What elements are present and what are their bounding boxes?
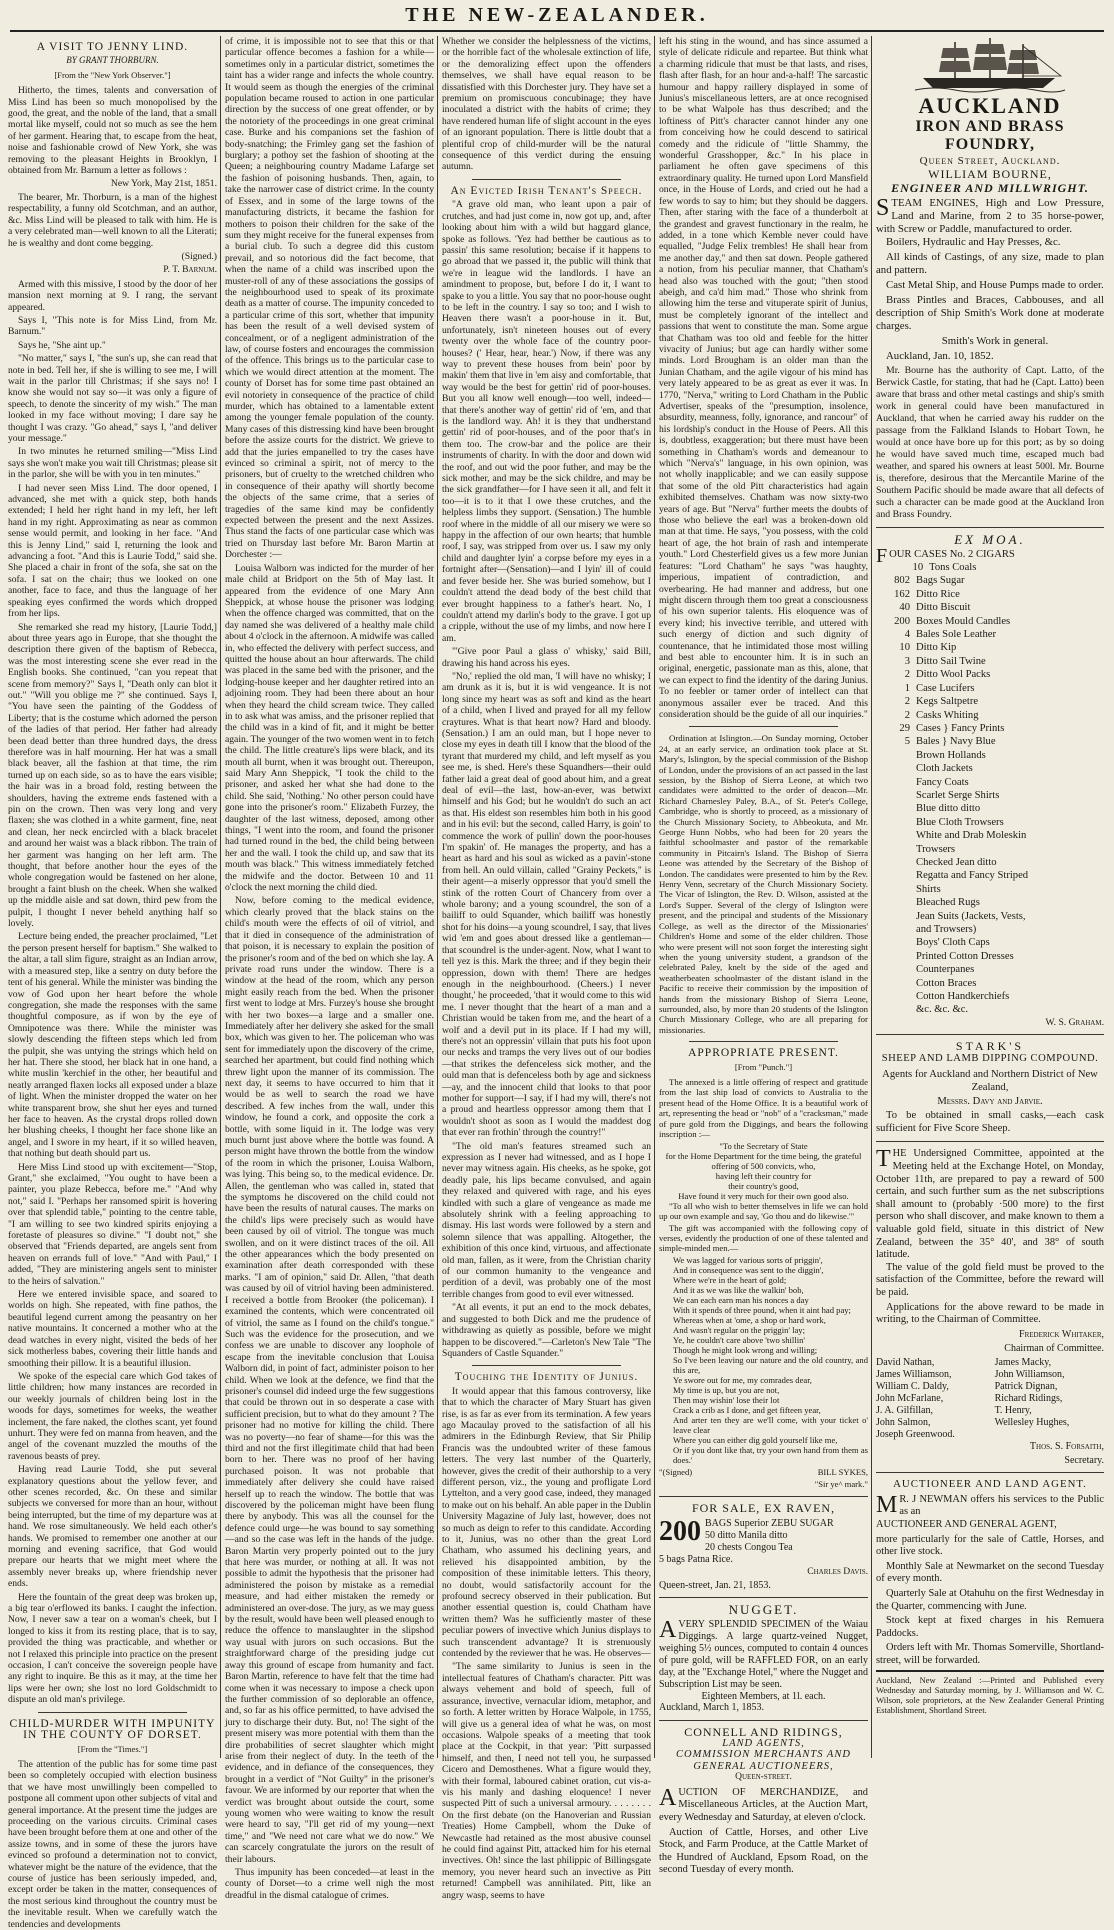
verse-line: And arter ten they are we'll come, with your ticket o' leave clear (673, 1415, 868, 1436)
cargo-quantity: 2 (904, 709, 910, 721)
inscription-line: "To the Secretary of State (719, 1141, 808, 1152)
cargo-line (876, 588, 1104, 601)
cargo-item: Cotton Braces (916, 977, 977, 989)
drop-cap: F (876, 544, 888, 567)
article-title: Touching the Identity of Junius. (454, 1371, 639, 1384)
verse-line: Where you can either dig gold yourself like me, (673, 1435, 838, 1446)
signed-note: "(Signed) (659, 1467, 693, 1478)
paragraph: Smith's Work in general. (941, 335, 1049, 348)
paragraph: Armed with this missive, I stood by the door of her mansion next morning at 9. I rang, the servant appeared. (8, 278, 217, 313)
ad-title: STARK'S (955, 1039, 1025, 1054)
paragraph: I had never seen Miss Lind. The door opened, I advanced, she met with a quick step, both hands extended; I held her right hand in my left, her left hand in my right. Approximating as near as common sense would permit, and looking in her face. "And this is Jenny Lind," said I, returning the look and advancing a foot. "And this is Laurie Todd," said she. She placed a chair in front of the sofa, she sat on the sofa. I sat on the chair; thus we looked on one another, face to face, and thus the language of her speaking eyes confirmed the words which dropped from her lips. (8, 482, 217, 620)
committee-member: Richard Ridings, (994, 1392, 1063, 1404)
dateline: Auckland, Jan. 10, 1852. (886, 350, 994, 363)
ad-title: AUCKLAND (918, 93, 1062, 118)
inscription-line: Have found it very much for their own good also. (678, 1191, 849, 1202)
paragraph: TEAM ENGINES, High and Low Pressure, Land and Marine, from 2 to 35 horse-power, with Screw or Paddle, manufactured to order. (876, 197, 1104, 236)
dateline: Queen-street, Jan. 21, 1853. (659, 1580, 771, 1592)
verse-line: And it as we was like the walkin' bob, (673, 1285, 804, 1296)
committee-member: T. Henry, (994, 1404, 1032, 1416)
cargo-item: and Trowsers) (916, 924, 977, 935)
committee-member: Patrick Dignan, (994, 1380, 1058, 1392)
paragraph: Boilers, Hydraulic and Hay Presses, &c. (886, 236, 1061, 249)
dateline: New York, May 21st, 1851. (110, 178, 217, 190)
paragraph: Hitherto, the times, talents and conversation of Miss Lind has been so much monopolised by the good, the great, and the noble of the land, that a small mortal like myself, could not so much as see the hem of her garment. Hearing that, to escape from the heat, noise and fashionable crowd of New York, she was removing to the pleasant Heights in Brooklyn, I obtained from Mr. Barnum a letter as follows : (8, 85, 217, 177)
nugget-ad (659, 1616, 868, 1691)
paragraph: "The same similarity to Junius is seen in the intellectual features of Chatham's character. Pitt was always vehement and bold of speech, full of assurance, invective, vernacular idiom, metaphor, and so forth. A letter written by Horace Walpole, in 1755, will give us a general idea of what he was, on most occasions. Walpole speaks of a meeting that took place at the Cockpit, in that year: 'Pitt surpassed himself, and then, I need not tell you, he surpassed Cicero and Demosthenes. What a figure would they, with their formal, laboured cabinet oration, cut vis-a-vis his manly and dashing eloquence! I never suspected Pitt of such a universal armoury. . . . . . . . On the first debate (on the Hanoverian and Russian Treaties) Home Campbell, whom the Duke of Newcastle had retained as the most abusive counsel he could find against Pitt, attacked him for his eternal invectives. Oh! since the last philippic of Billingsgate memory, you never heard such an invective as Pitt returned! Campbell was annihilated. Pitt, like an angry wasp, seems to have (442, 1661, 651, 1901)
drop-cap: A (659, 1616, 677, 1643)
paragraph: Says he, "She aint up." (18, 339, 106, 351)
paragraph: Applications for the above reward to be made in writing, to the Chairman of Committee. (876, 1301, 1104, 1326)
foundry-ad (876, 197, 1104, 236)
committee-member: J. A. Gilfillan, (876, 1404, 933, 1416)
divider (876, 1141, 1104, 1142)
column-4 (659, 36, 868, 1876)
column-2 (225, 36, 435, 1901)
cargo-quantity: 3 (904, 655, 910, 667)
cargo-line (876, 682, 1104, 695)
signed-note: (Signed.) (181, 250, 217, 262)
cargo-items-more (876, 749, 1104, 1004)
auctioneer-ad-body (876, 1519, 1104, 1668)
verse-line: And in consequence was sent to the diggin', (673, 1265, 824, 1276)
cargo-item: Regatta and Fancy Striped (916, 870, 1029, 882)
paragraph: Orders left with Mr. Thomas Somerville, Shortland-street, will be forwarded. (876, 1642, 1104, 1666)
cargo-line (876, 574, 1104, 587)
cargo-item: Bales } Navy Blue (916, 736, 996, 748)
verse-line: And wasn't regular on the priggin' lay; (673, 1325, 805, 1336)
committee-member: Wellesley Hughes, (994, 1416, 1070, 1428)
sale-line: 20 chests Congou Tea (705, 1541, 793, 1553)
committee-member: John McFarlane, (876, 1392, 944, 1404)
article-title: CHILD-MURDER WITH IMPUNITY IN THE COUNTY OF DORSET. (9, 1717, 216, 1742)
committee-member: David Nathan, (876, 1356, 935, 1368)
cargo-item: Trowsers (916, 843, 956, 855)
verse-line: Where we're in the heart of gold; (673, 1275, 787, 1286)
drop-cap: T (876, 1146, 891, 1173)
article-title: APPROPRIATE PRESENT. (688, 1047, 839, 1060)
cargo-item: Casks Whiting (916, 709, 979, 721)
article-source: [From the "New York Observer."] (54, 69, 171, 80)
paragraph: of crime, it is impossible not to see that this or that particular offence becomes a fashion for a while—sometimes only in a particular district, sometimes the taint has a wider range and infects the whole country. It would seem as though the energies of the criminal population became roused to action in one particular direction by the success of one great offender, or by the notoriety of the proceedings in one great criminal case. Burke and his companions set the fashion of body-snatching; the Frimley gang set the fashion of burglary; a pothoy set the fashion of shooting at the Queen; a neighbouring country Madame Lafarge set the fashion of poisoning husbands. Then, again, to take the narrower case of district crime. In the county of Essex, and in some of the large towns of the manufacturing districts, it became the fashion for mothers to poison their children for the sake of the sum they might receive for the funeral expenses from a burial club. To such a degree did this custom prevail, and so notorious did the fact become, that when the name of a child was inscribed upon the muster-roll of any of these associations the gossips of the neighbourhood used to speak of its proximate death as a matter of course. The impunity conceded to a particular crime of this sort, whether that impunity has been the result of a well devised system of concealment, or of a negligent administration of the law, of course fosters and encourages the commission of the offence. This brings us to the particular case to which we would direct attention at the moment. The county of Dorset has for some time past obtained an evil notoriety in consequence of the practice of child murder, which has obtained to a lamentable extent among the younger female population of the county. Many cases of this distressing kind have been brought before the assize courts for the district. We grieve to add that the juries empanelled to try the cases have evinced so criminal a spirit, not of mercy to the prisoners, but of cruelty to the wretched children who in consequence of their apathy will shortly become the objects of the same crime, that a series of tragedies of the same kind may be confidently expected between the present and the next Assizes. Thus stand the facts of one particular case which was tried on Thursday last before Mr. Baron Martin at Dorchester :— (225, 36, 434, 561)
imprint: Auckland, New Zealand :—Printed and Published every Wednesday and Saturday morning, by J. Williamson and W. C. Wilson, sole proprietors, at the New Zealander General Printing Establishment, Shortland Street. (876, 1670, 1104, 1715)
sale-line: 5 bags Patna Rice. (659, 1553, 733, 1565)
cargo-line (876, 709, 1104, 722)
verse-line: Ye swore out for me, my comrades dear, (673, 1375, 812, 1386)
cargo-item: Bales Sole Leather (916, 629, 997, 641)
ad-title: IRON AND BRASS FOUNDRY, (915, 118, 1065, 153)
cargo-item: Printed Cotton Dresses (916, 950, 1014, 962)
auctioneer-ad (876, 1491, 1104, 1519)
divider (689, 1041, 838, 1042)
paragraph: Quarterly Sale at Otahuhu on the first Wednesday in the Quarter, commencing with June. (876, 1587, 1104, 1612)
paragraph: The value of the gold field must be proved to the satisfaction of the Committee, before the reward will be paid. (876, 1261, 1104, 1298)
signature: Charles Davis. (807, 1565, 868, 1577)
divider (689, 726, 838, 727)
paragraph: The annexed is a little offering of respect and gratitude from the last ship load of convicts to Australia to the present head of the Home Office. It is a beautiful work of art, representing the head or "nob" of a "cracksman," made of pure gold from the Diggings, and bears the following inscription :— (659, 1076, 868, 1139)
divider (659, 1720, 868, 1721)
paragraph: VERY SPLENDID SPECIMEN of the Waiau Diggings. A large quartz-veined Nugget, weighing 5½ ounces, computed to contain 4 ounces of pure gold, will be RAFFLED FOR, on an early day, at the "Exchange Hotel," where the Nugget and Subscription List may be seen. (659, 1618, 868, 1690)
divider (38, 1712, 187, 1713)
signature: W. S. Graham. (1045, 1016, 1104, 1028)
cargo-line: OUR CASES No. 2 CIGARS (889, 548, 1015, 560)
paragraph: The bearer, Mr. Thorburn, is a man of the highest respectability, a funny old Scotchman, and an author, &c. Miss Lind will be pleased to talk with him. He is a very celebrated man—well known to all the Literati; he is wealthy and dont come begging. (8, 191, 217, 249)
paragraph: "No,' replied the old man, 'I will have no whisky; I am drunk as it is, but it is wid vengeance. It is not long since my heart was as soft and kind as the heart of a child, when I lived and prayed for all my fellow craytures. What is that heart now? Hard and bloody. (Sensation.) I am an ould man, but I hope never to close my eyes in death till I know that the blood of the tyrant that murdered my child, and left myself as you see me, is shed. Here's these Squandhers—their ould father laid a great deal of good about him, and a great deal of evil—the last, how-an-ever, was betwixt himself and his God; but he wouldn't do such an act as that. His eldest son resembles him both in his good and in his evil: but the second, called Harry, is goin' to commence the work of pullin' down the poor-houses I'm spakin' of. He manages the property, and has a heart as hard and his soul as wicked as a pavin'-stone from hell. An ould villain, called "Grainy Peckets," is their agent—a miserly oppressor that you'd smell the stink of the rotten Court of Chancery from over a whole barony; and a young scoundrel, the son of a bailiff to ould Squander, which bailiff was honestly shot for his doins—a young scoundrel, I say, that lives wid 'em and goes about dressed like a gentleman—that scoundrel is the under-agent. Now, what I want to tell yez is this. Mark the three; and if they begin their oppression, down with them! There are hedges enough in the neighbourhood. (Cheers.) I never thought,' he proceeded, 'that it would come to this wid me. I never thought that the heart of a man and a Christian would be taken from me, and the heart of a wolf and a devil put in its place. If I had my will, there's not an oppressin' villain that puts his foot upon our necks and tramps the very lives out of our bodies—that strikes the defenceless sick mother, and the ould man that is defenceless both by age and sickness—ay, and the innocent child that looks to that poor mother for support—I say, if I had my will, there's not a proud and heartless oppressor among them that I wouldn't shoot as soon as I would the maddest dog that ever ran frothin' through the country!" (442, 670, 651, 1139)
paragraph: Here Miss Lind stood up with excitement—"Stop, Grant," she exclaimed, "You ought to have been a painter, you plaze Rebecca, before me." "And why not," said I. "Perhaps her ransomed spirit is hovering over that splendid table," pointing to the centre table, "I am willing to see two kindred spirits enjoying a foretaste of pleasures so divine." "I doubt not," she observed that "Friends departed, are angels sent from heaven on errands full of love." "And with Paul," I added, "They are ministering angels sent to minister to the heirs of salvation." (8, 1161, 217, 1287)
column-rule (871, 36, 872, 1758)
verse-line: Or if you dont like that, try your own hand from them as does.' (673, 1445, 868, 1466)
paragraph: R. J NEWMAN offers his services to the Public as an (899, 1493, 1104, 1518)
cargo-item: Boys' Cloth Caps (916, 937, 990, 949)
signature: Thos. S. Forsaith, (1029, 1440, 1104, 1452)
cargo-line (876, 722, 1104, 735)
cargo-line (876, 615, 1104, 628)
ad-address: Queen-street. (735, 1772, 792, 1783)
verse-line: So I've been leaving our nature and the old country, and this are, (673, 1355, 868, 1376)
ad-title: SHEEP AND LAMB DIPPING COMPOUND. (881, 1052, 1099, 1064)
paragraph: Here the fountain of the great deep was broken up, a big tear o'erflowed its banks. I caught the infection. Now, I never saw a tear on a woman's cheek, but I longed to kiss it from its resting place, that is to say, provided the thing was practicable, and whether or not I relaxed this principle into practice on the present occasion, I can't conceive the sovereign people have any right to inquire. Be this as it may, at the time her lips were her own; she lost no lord Goldschmidt to dispute an old man's privilege. (8, 1591, 217, 1706)
foundry-ad-body (876, 236, 1104, 521)
inscription-line: having left their country for (715, 1171, 812, 1182)
committee-left (876, 1357, 985, 1441)
sale-quantity: 200 (659, 1515, 701, 1547)
ad-subtitle: COMMISSION MERCHANTS AND (676, 1749, 851, 1761)
verse-line: Then may wishin' lose their lot (673, 1395, 780, 1406)
verse-line: Though he might look wrong and willing; (673, 1345, 818, 1356)
cargo-quantity: 162 (894, 588, 910, 600)
sale-ad (659, 1515, 868, 1566)
divider (876, 1034, 1104, 1035)
ad-subtitle: LAND AGENTS, (722, 1738, 805, 1750)
cargo-item: Cotton Handkerchiefs (916, 991, 1010, 1003)
verse-line: We can each earn man his nonces a day (673, 1295, 809, 1306)
article-source: [From the "Times."] (77, 1743, 148, 1754)
cargo-item: Brown Hollands (916, 749, 986, 761)
cargo-item: Jean Suits (Jackets, Vests, (916, 910, 1026, 922)
committee-member: John Williamson, (994, 1368, 1065, 1380)
sale-line: BAGS Superior ZEBU SUGAR (705, 1517, 834, 1529)
paragraph: Louisa Walborn was indicted for the murder of her male child at Bridport on the 5th of May last. It appeared from the evidence of one Mary Ann Sheppick, at whose house the prisoner was lodging when the offence charged was committed, that on the day named she was delivered of a healthy male child about 4 o'clock in the afternoon. A midwife was called in, who effected the delivery with perfect success, and quitted the house about an hour afterwards. The child was placed in the same bed with the prisoner, and the lodging-house keeper and her daughter retired into an adjoining room. They had been there about an hour when they heard the child scream twice. They called in to ask what was amiss, and the prisoner replied that the child was in a kind of fit, and it might be better again. The younger of the two women went in to fetch the child. The little creature's lips were black, and its mouth all burnt, when it was brought out. Thereupon, said Mary Ann Sheppick, "I took the child to the prisoner, and asked her what she had done to the child. She said, 'Nothing.' No other person could have gone into the prisoner's room." Elizabeth Furzey, the daughter of the last witness, deposed, among other things, "I went into the room, and found the prisoner had turned round in the bed, the child being between her and the wall. I took the child up, and saw that its mouth was black." This witness immediately fetched the midwife and the doctor. Between 10 and 11 o'clock the next morning the child died. (225, 562, 435, 894)
verse-line: Crack a crib as I done, and get fifteen year, (673, 1405, 821, 1416)
paragraph: The gift was accompanied with the following copy of verses, evidently the production of one of these talented and simple-minded men.— (659, 1223, 868, 1254)
committee-member: James Williamson, (876, 1368, 952, 1380)
verse-line: We was lagged for various sorts of priggin', (673, 1255, 823, 1266)
verse-line: With it spends of three pound, when it aint had pay; (673, 1305, 851, 1316)
cargo-item: Ditto Rice (916, 588, 960, 600)
paragraph: Monthly Sale at Newmarket on the second Tuesday of every month. (876, 1560, 1104, 1585)
paragraph: "'Give poor Paul a glass o' whisky,' said Bill, drawing his hand across his eyes. (442, 646, 651, 669)
cargo-quantity: 4 (904, 629, 910, 641)
paragraph: "No matter," says I, "the sun's up, she can read that note in bed. Tell her, if she is willing to see me, I will wait in the parlor till Christmas; if she says no! I know she would not say so—it was only a figure of speech, to denote the sincerity of my wish." The man looked in my face without moving; I dare say he thought I was crazy. "Go ahead," says I, "and deliver your message." (8, 353, 217, 444)
cargo-quantity: 1 (904, 682, 910, 694)
paragraph: Eighteen Members, at 1l. each. (701, 1690, 826, 1702)
cargo-item: White and Drab Moleskin (916, 830, 1027, 842)
paragraph: Agents for Auckland and Northern District of New Zealand, (882, 1069, 1098, 1094)
paragraph: Says I, "This note is for Miss Lind, from Mr. Barnum." (8, 314, 217, 338)
divider (472, 1365, 621, 1366)
masthead-title: THE NEW-ZEALANDER. (405, 4, 709, 26)
cargo-item: Blue Cloth Trowsers (916, 816, 1004, 828)
signature: Frederick Whitaker, (1019, 1328, 1104, 1340)
signature-role: Secretary. (1064, 1455, 1104, 1466)
paragraph: Brass Pintles and Braces, Cabbouses, and all description of Ship Smith's Work done at moderate charges. (876, 294, 1104, 333)
committee-right (995, 1357, 1104, 1441)
cargo-item: Bags Sugar (916, 575, 965, 587)
drop-cap: A (659, 1784, 677, 1811)
cargo-item: Ditto Kip (916, 642, 957, 654)
cargo-line (876, 561, 1104, 574)
cargo-quantity: 200 (894, 615, 910, 627)
cargo-line (876, 655, 1104, 668)
sale-line: 50 ditto Manila ditto (705, 1529, 788, 1541)
cargo-line (876, 628, 1104, 641)
dateline: Auckland, March 1, 1853. (659, 1702, 764, 1714)
ad-trade: ENGINEER AND MILLWRIGHT. (891, 180, 1089, 195)
committee-list (876, 1357, 1104, 1441)
cargo-line (876, 695, 1104, 708)
column-rule (654, 36, 655, 1758)
cargo-line (876, 735, 1104, 748)
paragraph: In two minutes he returned smiling—"Miss Lind says she won't make you wait till Christmas; please sit in the parlor, she will be with you in ten minutes." (8, 446, 217, 481)
verse-line: My time is up, but you are not, (673, 1385, 780, 1396)
paragraph: "To all who wish to better themselves in life we can hold up our own example and say, 'Go thou and do likewise.'" (659, 1201, 868, 1222)
inscription-line: for the Home Department for the time being, the grateful offering of 500 convicts, who, (665, 1151, 862, 1172)
cargo-quantity: 2 (904, 696, 910, 708)
committee-member: Joseph Greenwood. (876, 1428, 955, 1440)
divider (659, 1597, 868, 1598)
ad-subtitle: GENERAL AUCTIONEERS, (693, 1760, 834, 1772)
signature: P. T. Barnum. (163, 264, 217, 276)
cargo-item: Bleached Rugs (916, 897, 980, 909)
column-rule (437, 36, 438, 1758)
drop-cap: S (876, 195, 890, 222)
cargo-item: Blue ditto ditto (916, 803, 981, 815)
cargo-item: Scarlet Serge Shirts (916, 789, 1000, 801)
cargo-list (876, 544, 1104, 1017)
cargo-item: Ditto Wool Packs (916, 669, 991, 681)
cargo-quantity: 2 (904, 669, 910, 681)
paragraph: more particularly for the sale of Cattle, Horses, and other live stock. (876, 1533, 1104, 1558)
ad-title: AUCTIONEER AND LAND AGENT. (893, 1478, 1087, 1491)
article-title: An Evicted Irish Tenant's Speech. (450, 184, 643, 197)
paragraph: She remarked she read my history, [Laurie Todd,] about three years ago in Europe, that she thought the description there given of the baptism of Rebecca, was the most interesting scene she ever read in the English books. She continued, "can you repeat that scene from memory?" Says I, "Death only can blot it out." "Will you oblige me ?" she continued. Says I, "You have seen the painting of the Goddess of Liberty; that is the costume which adorned the person of the ladies of that period. Her father had already been dead better than three hundred days, the dress therefore was in half mourning. Her hat was a small black beaver, all the fashion at that time, the rim turned up on each side, so as to have the ears visible; the hair was in a broad fold, resting between the shoulders, having the extreme ends fastened with a pin on the crown. Then was very long and very flaxen; she was clothed in a white garment, fine, neat and clean, her neck encircled with a black bracelet and around her waist was a black ribbon. The train of her garment was hanging on her left arm. The thought, that before another hour the eyes of the whole congregation would be fastened on her alone, brought a faint blush on the cheek. When she walked up the middle aisle and sat down, third pew from the pulpit, I thought I never beheld anything half so lovely. (8, 621, 217, 930)
cargo-items (876, 561, 1104, 749)
inscription-line: their country's good, (728, 1181, 799, 1192)
paragraph: Whether we consider the helplessness of the victims, or the horrible fact of the wholesale extinction of life, or the demoralizing effect upon the offenders themselves, we shall have equal reason to be dissatisfied with this Dorchester jury. They have set a premium on promiscuous concubinage; they have inoculated a district with the habits of crime; they have rendered human life of slight account in the eyes of an ignorant population. There is little doubt that a plentiful crop of child-murder will be the natural consequence of this verdict during the ensuing autumn. (442, 36, 651, 173)
cargo-item: Tons Coals (929, 562, 977, 574)
drop-cap: M (876, 1491, 898, 1518)
committee-member: James Macky, (994, 1356, 1052, 1368)
cargo-item: Shirts (916, 883, 941, 895)
divider (472, 179, 621, 180)
masthead (10, 4, 1104, 32)
verse-line: Whereas when at 'ome, a shop or hard work, (673, 1315, 826, 1326)
auction-ad (659, 1784, 868, 1824)
paragraph: It would appear that this famous controversy, like that to which the character of Mary Stuart has given rise, is as far as ever from its termination. A few years ago Macaulay proved to the satisfaction of all his admirers in the Edinburgh Review, that Sir Philip Francis was the undoubted writer of these famous letters. The very last number of the Quarterly, however, gives the credit of their authorship to a very different person, viz., the young and profligate Lord Lyttelton, and a very good case, indeed, they managed to make out on his behalf. An able paper in the Dublin University Magazine of July last, however, does not so much as deign to refer to this candidate. According to it, Junius, was no other than the great Lord Chatham, who assumed his declining years, and relieved his disappointed ambition, by the composition of these inimitable letters. This theory, no doubt, would satisfactorily account for the profound secrecy observed in their publication. But another essential question is, could Chatham have written them? Was he sufficiently master of these peculiar powers of invective which Junius displays to such transcendent advantage? It is strenuously contended by the reviewer that he was. He observes— (442, 1385, 651, 1660)
paragraph: Here we entered invisible space, and soared to worlds on high. She repeated, with fine pathos, the beautiful legend current among the peasantry on her native mountains. It concerned a mother who at the dead watches in every night, visited the beds of her sick motherless babes, covering their little hands and smoothing their pillow. It is a beautiful illusion. (8, 1289, 217, 1369)
cargo-etc: &c. &c. &c. (916, 1004, 969, 1016)
article-title: A VISIT TO JENNY LIND. (36, 41, 189, 53)
cargo-quantity: 10 (912, 562, 924, 574)
ship-illustration-icon (915, 36, 1065, 92)
paragraph: UCTION OF MERCHANDIZE, and Miscellaneous Articles, at the Auction Mart, every Wednesday and Saturday, at eleven o'clock. (659, 1786, 868, 1823)
paragraph: Mr. Bourne has the authority of Capt. Latto, of the Berwick Castle, for stating, that had he (Capt. Latto) been aware that brass and other metal castings and ship's smith work in general could have been manufactured in Auckland, that when he carried away his rudder on the passage from the Falkland Islands to Hobart Town, he would at once have bore up for this port; as by so doing he would have saved much time, escaped much bad weather, and spared his owners at least 500l. Mr. Bourne is, therefore, desirous that the Mercantile Marine of the Southern Pacific should be made aware that all defects of such a character can be made good at the Auckland Iron and Brass Foundry. (876, 365, 1104, 521)
column-1 (8, 36, 217, 1930)
reward-ad (876, 1148, 1104, 1261)
divider (876, 527, 1104, 528)
divider (659, 1496, 868, 1497)
column-3 (442, 36, 651, 1901)
article-byline: BY GRANT THORBURN. (66, 55, 159, 66)
paragraph: Now, before coming to the medical evidence, which clearly proved that the black stains on the child's mouth were the effects of oil of vitriol, and that it died in consequence of the administration of that poison, it is necessary to explain the position of the prisoner's room and of the bed on which she lay. A private road runs under the window. There is a window at the head of the room, which any person might easily reach from the bed. When the prisoner first went to lodge at Mrs. Furzey's house she brought with her two boxes—a large and a smaller one. Immediately after her delivery she asked for the small box, which was given to her. The policeman who was sent for immediately upon the discovery of the crime, searched her apartment, but could find nothing which threw light upon the manner of its commission. The next day, it seems to have occurred to him that it would be as well to search the road we have described. A few inches from the wall, under this window, he found a cork, and opposite the cork a bottle, with some liquid in it. The lodge was very much burnt just above where the bottle was found. A person might have thrown the bottle from the window of the room in which the prisoner, Louisa Walborn, was lying. This being so, to the medical evidence. Dr. Allen, the gentleman who was called in, stated that the symptoms he discovered on the child could not have been the results of natural causes. The marks on the child's lips were precisely such as would have been caused by oil of vitriol. The tongue was much swollen, and on it were distinct traces of the oil. All the other appearances which the body presented on examination after death corresponded with these marks. "I am of opinion," said Dr. Allen, "that death was caused by oil of vitriol having been administered. I received a bottle from Brooker (the policeman). I examined the contents, which were concentrated oil of vitriol, the same as I found on the child's tongue." Such was the evidence for the prosecution, and we confess we are unable to discover any loophole of escape from the inevitable conclusion that Louisa Walborn did, in point of fact, administer poison to her child. When we look at the defence, we find that the prisoner's counsel did indeed urge the few suggestions that could be thrown out in so desperate a case with sufficient precision, but to what do they amount ? The prisoner had no motive for killing the child. There was no poverty—no fear of shame—for this was the third and not the first illegitimate child that had been born to her. There was no proof of her having purchased poison. It was not probable that immediately after delivery she could have raised herself up to reach the window. The bottle that was discovered by the policeman might have been flung there by anybody. This was all the counsel for the defence could urge—he was bound to say something—and so the case was left in the hands of the judge. Baron Martin very properly pointed out to the jury that here was murder, or nothing at all. It was not possible to admit the hypothesis that the prisoner had administered the poison by mistake as a remedial measure, and had either mistaken the remedy or administered an over-dose. The jury, as we may guess by the result, would have been well pleased enough to reduce the offence to manslaughter in the slipshod way usual with jurors on such occasions. But the straightforward charge of the presiding judge cut away this ground of escape from humanity and fact. Baron Martin, reference to have felt that the time had come when it was necessary to impose a check upon the further commission of so deplorable an offence, and, so far as his office permitted, to have advised the jury to discharge their duty. But, no! The sight of the present misery was more potential with them than the dire probabilities of secret slaughter which might arise from their neglect of duty. In the teeth of the evidence, and in defiance of the consequences, they brought in a verdict of "Not Guilty" in the prisoner's favour. We are informed by our reporter that when the verdict was brought about outside the court, some young women who were waiting to know the result were heard to say, "I'll get rid of my young—next time," and "We need not care what we do now." We can scarcely congratulate the jurors on the result of their labours. (225, 895, 434, 1865)
column-rule (220, 36, 221, 1758)
paragraph: The attention of the public has for some time past been so completely occupied with election business that we have most unwillingly been compelled to postpone all comment upon other subjects of vital and general importance. At the present time the judges are proceeding on the various circuits. Criminal cases have been brought before them at one and other of the assize towns, and in some of these the jurors have evinced so profound a determination not to convict, whatever might be the nature of the evidence, that the course of justice has been seriously impeded, and, except order be taken in the matter, consequences of the most serious kind throughout the country must be the inevitable result. When we carefully watch the tendencies and developments (8, 1758, 217, 1930)
cargo-quantity: 29 (899, 722, 910, 734)
ad-proprietor: WILLIAM BOURNE, (928, 167, 1052, 182)
paragraph: All kinds of Castings, of any size, made to plan and pattern. (876, 251, 1104, 277)
reward-ad-body (876, 1262, 1104, 1327)
article-source: [From "Punch."] (734, 1061, 793, 1072)
paragraph: To be obtained in small casks,—each cask sufficient for Five Score Sheep. (876, 1110, 1104, 1135)
paragraph: left his sting in the wound, and has since assumed a style of delicate ridicule and repartee. But think what a charming ridicule that must be that lasts, and rises, flash after flash, for an hour and-a-half! The sarcastic humour and happy raillery displayed in some of Junius's miscellaneous letters, are at once recognised to be what Walpole has thus described; and the loftiness of Pitt's character cannot hinder any one from conceiving how he could descend to satirical comedy and the ridicule of "little Shammy, the wonderful Grasshopper, &c." In his place in parliament he often gave specimens of this extraordinary quality. He turned upon Lord Mansfield once, in the House of Lords, and cried out he had a few words to say to him; but they should be daggers. Then, after staring with the face of a thunderbolt at the grandest and gravest functionary in the realm, he added, in a tone which Kemble never could have equalled, "Judge Felix trembles! He shall hear from me another day," and then sat down. People gathered a notion, from his peculiar manner, that Chatham's head also was touched with the gout; "then stood abeigh, and ca'd him mad." Those who shrink from allowing him the terse and vituperate spirit of Junius, must be completely ignorant of the intellect and passions that went to constitute the man. Some argue that Chatham was too old and feeble for the hitter vivacity of Junius; but age can hardly wither some minds. Lord Brougham is an older man than the Junian Chatham, and the agile vigour of his mind has very lately appeared to be as great as ever it was. In 1770, "Nerva," writing to Lord Chatham in the Public Advertiser, speaks of the "presumption, insolence, absurdity, meanness, folly, ignorance, and rancour" of his lordship's conduct in the House of Peers. All this is, doubtless, exaggeration; but there must have been something in Chatham's words and demeanour to which "Nerva's" language, in his own opinion, was not wholly inapplicable; and we can easily suppose that some of the old Pitt characteristics had again exhibited themselves. Chatham was now sixty-two years of age. But "Nerva" further meets the doubts of those who believe the earl was a broken-down old man at that time. He says, "you possess, with the cold heart of age, the hot brain of rash and intemperate youth." Lord Chesterfield gives us a few more Junian features: "Lord Chatham" he says "was haughty, imperious, impatient of contradiction, and overbearing. He had manner and address, but one might discern through them too great a consciousness of his own superior talents. His eloquence was of every kind; his invective terrible, and uttered with such energy of diction and such dignity of countenance, that he intimidated those most willing and best able to encounter him. It is in such an original, energetic, passionate man as this, alone, that we can expect to find the identity of the daring Junius. To no feebler or tamer order of intellect can that anonymous assailer ever be traced. And this consideration should be the guide of all our inquiries." (659, 36, 868, 720)
cargo-item: Case Lucifers (916, 682, 975, 694)
cargo-line (876, 641, 1104, 654)
signature-block (659, 1467, 868, 1478)
paragraph: AUCTIONEER AND GENERAL AGENT, (876, 1519, 1057, 1530)
paragraph: HE Undersigned Committee, appointed at the Meeting held at the Exchange Hotel, on Monday, October 11th, are prepared to pay a reward of 500 certain, and such further sum as the net subscriptions shall amount to (probably ·500 more) to the first person who shall discover, and make known to them a valuable gold field, situate in this district of New Zealand, between the 35° 40', and 38° of south latitude. (876, 1148, 1104, 1261)
cargo-line (876, 601, 1104, 614)
committee-member: John Salmon, (876, 1416, 931, 1428)
signature-note: "Sir ye^ mark." (814, 1478, 868, 1489)
ad-address: Queen Street, Auckland. (919, 155, 1061, 167)
paragraph: Stock kept at fixed charges in his Remuera Paddocks. (876, 1615, 1104, 1639)
divider (876, 1472, 1104, 1473)
paragraph: "A grave old man, who leant upon a pair of crutches, and had just come in, now got up, and, after looking about him with a wild but haggard glance, spoke as follows. 'Yez had betther be cautious as to passin' this same resolution; becaise if it happens to go abroad that we passed it, the public will think that we're in league wid the landlords. I have an amindment to propose, but, before I do it, I want to spake to you a little. You say that no poor-house ought to be left in the country. I say so too; and I wish to Heaven there wasn't a poor-house in it. But, unfortunately, isn't nineteen houses out of every twenty over the whole face of the country poor-houses? (' Hear, hear, hear.') Now, if there was any way to prevent these houses from bein' poor by makin' them that live in 'em aisy and comfortable, that way would be the best for gettin' rid of poor-houses. But you all know well enough—too well, indeed—that there's another way of gettin' rid of 'em, and that is the landlord way. Ah! it is they that undherstand gettin' rid of poor-houses, and of the poor that's in them too. The crow-bar and the police are their instruments of charity. In with the door and down wid the roof, and out wid the poor futher, and may be the sick mother, and may be the sick childre, and may be the sick grandfather—for I have seen it all, and felt it too—it is to it that I owe these crutches, and the helpless limbs they support. (Sensation.) The humble roof where in the middle of all our misery we were so happy in the affection of our own hearts; that humble roof, I say, was stripped from over us. I saw my only child and daughter lyin' a corpse before my eyes in a fortnight after—(Sensation)—and I lyin' ill of could and fever beside her. She was buried somehow, but I couldn't attend the dead body of the best child that ever brought happiness to a father's heart. No, I couldn't attend my darlin's body to the grave. I got up a cripple, without the use of my limbs, and now here I am. (442, 199, 651, 644)
paragraph: Lecture being ended, the preacher proclaimed, "Let the person present herself for baptism." She walked to the altar, a tall slim figure, straight as an Indian arrow, with a measured step, like a sentry on duty before the tent of his general. While the minister was binding the vow of God upon her heart before the whole congregation, she made the responses with the same thoughtful composure, as if won by the eye of Omnipotence was there. While the minister was slowly descending the fifteen steps which led from the pulpit, she was untying the strings which held on her hat. There she stood, her black hat in one hand, a white muslin 'kerchief in the other, her beautiful and neatly arranged flaxen locks all exposed under a blaze of light. When the minister dropped the water on her white transparent brow, she shut her eyes and turned her face to heaven. As the crystal drops rolled down her blushing cheeks, I thought her face shone like an angel, and I swore in my heart, if it so willed heaven, that nothing but death should part us. (8, 931, 217, 1160)
ad-title: FOR SALE, EX RAVEN, (691, 1501, 836, 1516)
cargo-item: Fancy Coats (916, 776, 969, 788)
cargo-item: Cases } Fancy Prints (916, 722, 1005, 734)
cargo-quantity: 10 (899, 642, 910, 654)
paragraph: "The old man's features streamed such an expression as I never had witnessed, and as I hope I never may witness again. His cheeks, as he spoke, got deadly pale, his lips became convulsed, and again they relaxed and quivered with rage, and his eyes kindled with such a glare of vengeance as made me absolutely shrink with a feeling approaching to dismay. His last words were followed by a stern and solemn silence that was appalling. Altogether, the exhibition of this once kind, virtuous, and affectionate old man, fallen, as it were, from the Christian charity of our common humanity to the vengeance and perdition of a devil, was probably one of the most terrible changes from good to evil ever witnessed. (442, 1140, 651, 1300)
cargo-line (876, 668, 1104, 681)
cargo-item: Counterpanes (916, 964, 975, 976)
cargo-item: Cloth Jackets (916, 763, 973, 775)
paragraph: Having read Laurie Todd, she put several explanatory questions about the yellow fever, and other scenes recorded, &c. On these and similar subjects we conversed for more than an hour, without being interrupted, but the time of my departure was at hand. We rose simultaneously. We held each other's hands. We promised to remember one another at our morning and evening sacrifice, that God would prepare our hearts that we might meet where the assembly never breaks up, where friendship never ends. (8, 1464, 217, 1590)
cargo-quantity: 5 (904, 736, 910, 748)
verse-line: Ye, he couldn't care above 'two shillin' (673, 1335, 805, 1346)
signature: BILL SYKES, (817, 1467, 868, 1478)
cargo-item: Ditto Sail Twine (916, 655, 986, 667)
cargo-item: Ditto Biscuit (916, 602, 971, 614)
cargo-quantity: 40 (899, 602, 910, 614)
cargo-item: Checked Jean ditto (916, 856, 997, 868)
committee-member: William C. Daldy, (876, 1380, 949, 1392)
paragraph: Auction of Cattle, Horses, and other Live Stock, and Farm Produce, at the Cattle Market of the Hundred of Auckland, Epsom Road, on the second Tuesday of every month. (659, 1826, 868, 1876)
column-5 (876, 36, 1104, 1758)
inscription (659, 1141, 868, 1201)
ad-title: NUGGET. (728, 1602, 799, 1618)
paragraph: Messrs. Davy and Jarvie. (937, 1096, 1043, 1108)
ad-title: EX MOA. (954, 532, 1026, 548)
paragraph: Thus impunity has been conceded—at least in the county of Dorset—to a crime well nigh the most dreadful in the dismal catalogue of crimes. (225, 1867, 434, 1901)
paragraph: "At all events, it put an end to the mock debates, and suggested to both Dick and me the prudence of withdrawing as quietly as possible, before we might happen to be discovered."—Carleton's New Tale "The Squanders of Castle Squander." (442, 1302, 651, 1359)
signature-role: Chairman of Committee. (1004, 1343, 1104, 1355)
ad-title: CONNELL AND RIDINGS, (684, 1724, 843, 1739)
cargo-quantity: 802 (894, 575, 910, 587)
verse (659, 1255, 868, 1465)
paragraph: Cast Metal Ship, and House Pumps made to order. (886, 279, 1104, 292)
paragraph: We spoke of the especial care which God takes of little children; how many instances are recorded in our weekly journals of children being lost in the woods for days, sometimes for weeks, the weather inclement, the fare naked, the clothes scant, yet found unhurt. They were fed on manna from heaven, and the angel of the covenant muzzled the mouths of the ravenous beasts of prey. (8, 1370, 217, 1462)
paragraph: Ordination at Islington.—On Sunday morning, October 24, at an early service, an ordination took place at St. Mary's, Islington, by the special commission of the Bishop of London, under the provisions of an act passed in the last session, by the Bishop of Sierra Leone, at which two candidates were admitted to the order of deacon—Mr. Richard Charnesley Paley, B.A., of St. Peter's College, Cambridge, who is shortly to proceed, as a missionary of the Church Missionary Society, to Abbeokuta, and Mr. George Hunn Nobbs, who had been for 20 years the faithful schoolmaster and pastor of the remarkable community in Pitcairn's Island. The Bishop of Sierra Leone was attended by the Secretary of the Bishop of London. The candidates were presented to him by the Rev. Henry Venn, secretary of the Church Missionary Society. The Vicar of Islington, the Rev. D. Wilson, assisted at the Lord's Supper. Several of the clergy of Islington were present, and the principal and students of the Missionary College, as well as the director of the Missionaries' Children's Home and some of the elder children. Those who were present will not soon forget the interesting sight when the young university student, a grandson of the celebrated Paley, knelt by the side of the aged and weatherbeaten schoolmaster of the distant island in the Pacific to receive their commission by the imposition of hands from the missionary Bishop of Sierra Leone, surrounded, also, by more than 20 students of the Islington Church Missionary College, who are all preparing for missionaries. (659, 733, 868, 1035)
cargo-item: Kegs Saltpetre (916, 696, 979, 708)
cargo-item: Boxes Mould Candles (916, 615, 1011, 627)
